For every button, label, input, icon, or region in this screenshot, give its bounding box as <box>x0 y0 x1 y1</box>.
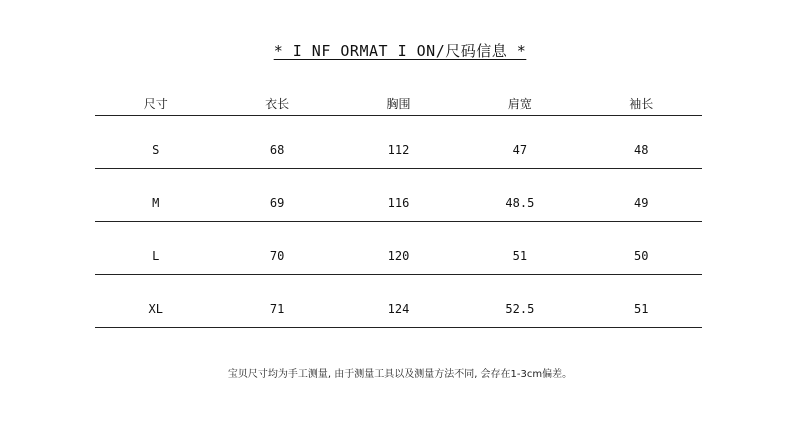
table-cell: 69 <box>269 196 285 210</box>
table-cell: 124 <box>387 302 410 316</box>
table-cell: 49 <box>634 196 649 210</box>
table-cell: L <box>152 249 160 263</box>
table-cell: 112 <box>387 143 410 157</box>
table-cell: 50 <box>634 249 649 263</box>
table-cell: 52.5 <box>505 302 535 316</box>
page-title <box>0 40 800 61</box>
table-cell: XL <box>148 302 163 316</box>
measurement-note: 宝贝尺寸均为手工测量, 由于测量工具以及测量方法不同, 会存在1-3cm偏差。 <box>227 369 573 380</box>
table-row <box>95 222 702 275</box>
header-shoulder: 肩宽 <box>507 97 532 111</box>
header-length: 衣长 <box>265 97 290 111</box>
table-cell: 51 <box>512 249 528 263</box>
table-cell: 48.5 <box>505 196 535 210</box>
table-cell: 51 <box>634 302 649 316</box>
table-cell: 116 <box>387 196 410 210</box>
table-row <box>95 275 702 328</box>
table-cell: 120 <box>387 249 410 263</box>
header-size: 尺寸 <box>143 97 168 111</box>
size-table <box>95 92 702 328</box>
header-chest: 胸围 <box>386 97 411 111</box>
page-title-text: * I NF ORMAT I ON/尺码信息 * <box>273 42 527 60</box>
table-row <box>95 169 702 222</box>
table-cell: 70 <box>269 249 285 263</box>
header-sleeve: 袖长 <box>629 97 654 111</box>
table-cell: 48 <box>634 143 649 157</box>
table-cell: M <box>152 196 160 210</box>
table-cell: 47 <box>512 143 528 157</box>
table-cell: S <box>152 143 160 157</box>
table-cell: 68 <box>269 143 285 157</box>
table-row <box>95 116 702 169</box>
table-cell: 71 <box>269 302 285 316</box>
table-header-row <box>95 92 702 116</box>
